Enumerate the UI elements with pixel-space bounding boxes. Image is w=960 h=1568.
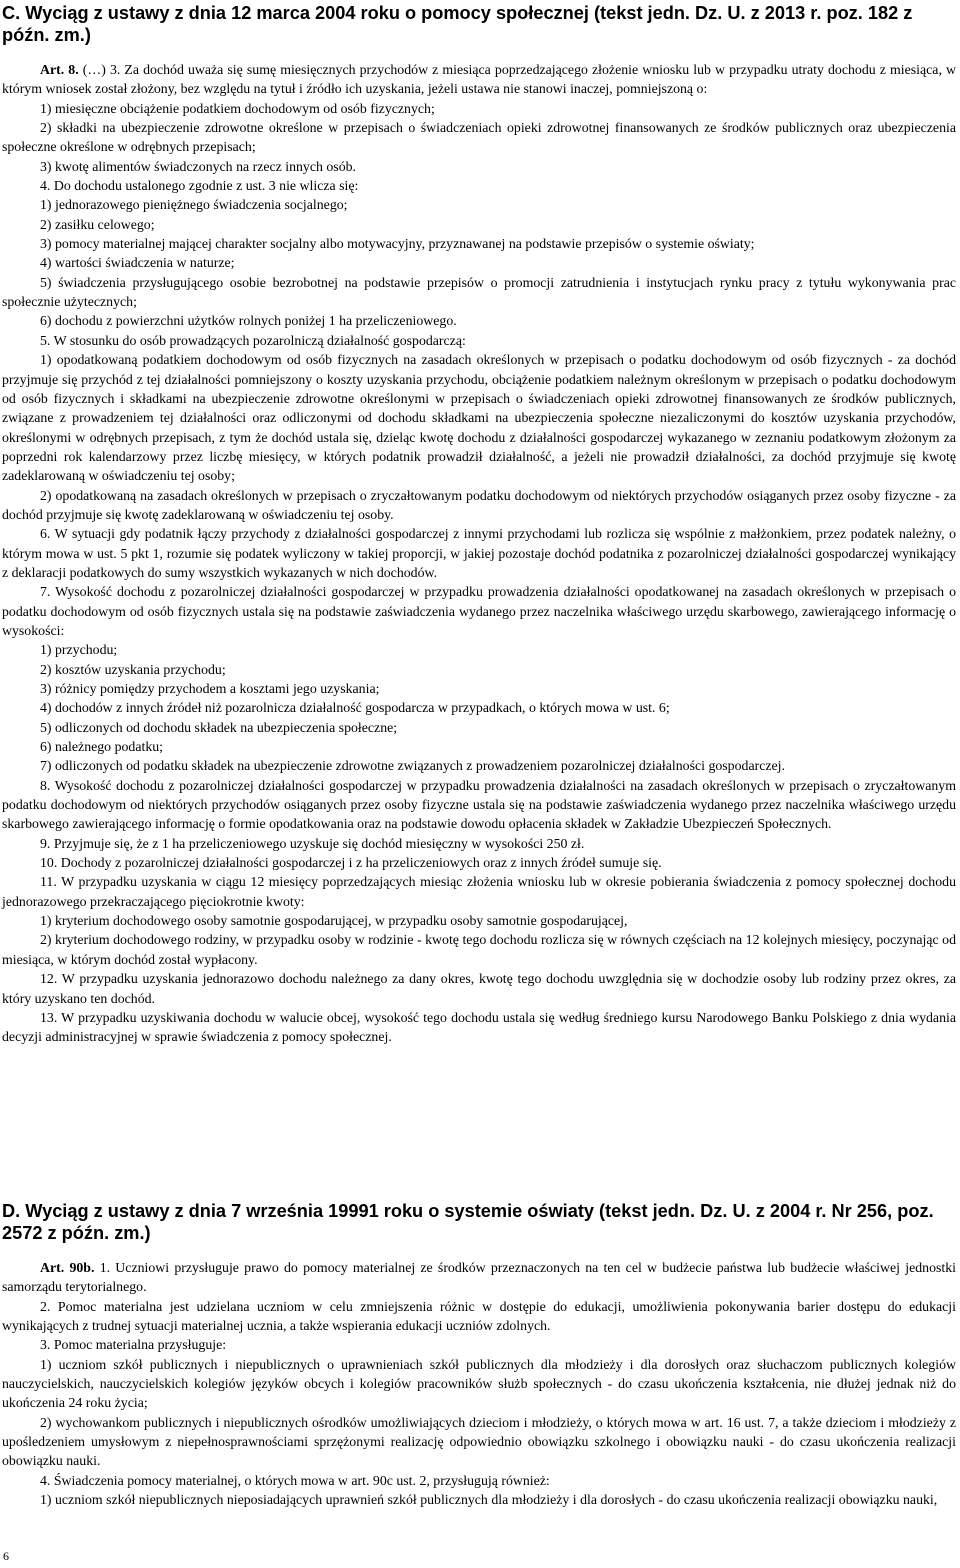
- paragraph: 8. Wysokość dochodu z pozarolniczej działalności gospodarczej w przypadku prowadzenia działalności na zasadach określonych w przepisach o zryczałtowanym podatku dochodowym od niektórych przychodów osiąganych przez osoby fizyczne ustala się na podstawie zaświadczenia wydanego przez naczelnika właściwego urzędu skarbowego zawierającego informację o formie opodatkowania oraz na podstawie dowodu opłacenia składek w Zakładzie Ubezpieczeń Społecznych.: [2, 777, 956, 832]
- paragraph: 2) kosztów uzyskania przychodu;: [40, 661, 226, 677]
- paragraph: 1) uczniom szkół publicznych i niepublicznych o uprawnieniach szkół publicznych dla młodzieży i dla dorosłych oraz słuchaczom publicznych kolegiów nauczycielskich, nauczycielskich kolegiów języków obcych i kolegiów pracowników służb społecznych - do czasu ukończenia kształcenia, nie dłużej jednak niż do ukończenia 24 roku życia;: [2, 1356, 956, 1411]
- paragraph: 2. Pomoc materialna jest udzielana uczniom w celu zmniejszenia różnic w dostępie do edukacji, umożliwienia pokonywania barier dostępu do edukacji wynikających z trudnej sytuacji materialnej ucznia, a także wspierania edukacji uczniów zdolnych.: [2, 1298, 956, 1334]
- paragraph: 11. W przypadku uzyskania w ciągu 12 miesięcy poprzedzających miesiąc złożenia wniosku lub w okresie pobierania świadczenia z pomocy społecznej dochodu jednorazowego przekraczającego pięciokrotnie kwoty:: [2, 874, 956, 909]
- page-number: 6: [3, 1549, 9, 1563]
- paragraph: 2) wychowankom publicznych i niepublicznych ośrodków umożliwiających dzieciom i młodzieży, o których mowa w art. 16 ust. 7, a także dzieciom i młodzieży z upośledzeniem umysłowym z niepełnosprawnościami sprzężonymi realizację odpowiednio obowiązku szkolnego i obowiązku nauki - do czasu ukończenia realizacji obowiązku nauki.: [2, 1414, 956, 1469]
- article-8-lead: [2, 60, 956, 99]
- paragraph: 6. W sytuacji gdy podatnik łączy przychody z działalności gospodarczej z innymi przychodami lub rozlicza się wspólnie z małżonkiem, przez podatek należny, o którym mowa w ust. 5 pkt 1, rozumie się podatek wyliczony w takiej proporcji, w jakiej pozostaje dochód podatnika z pozarolniczej działalności gospodarczej wynikający z deklaracji podatkowych do sumy wszystkich wykazanych w nich dochodów.: [2, 526, 956, 580]
- paragraph: 1) miesięczne obciążenie podatkiem dochodowym od osób fizycznych;: [40, 100, 435, 116]
- paragraph: 10. Dochody z pozarolniczej działalności gospodarczej i z ha przeliczeniowych oraz z innych źródeł sumuje się.: [40, 855, 662, 871]
- paragraph: 2) kryterium dochodowego rodziny, w przypadku osoby w rodzinie - kwotę tego dochodu rozlicza się w równych częściach na 12 kolejnych miesięcy, poczynając od miesiąca, w którym dochód został wypłacony.: [2, 932, 956, 967]
- paragraph: 2) składki na ubezpieczenie zdrowotne określone w przepisach o świadczeniach opieki zdrowotnej finansowanych ze środków publicznych oraz ubezpieczenia społeczne określone w odrębnych przepisach;: [2, 120, 956, 155]
- paragraph: 3. Pomoc materialna przysługuje:: [40, 1337, 227, 1353]
- paragraph: 2) zasiłku celowego;: [40, 216, 155, 232]
- section-c: [2, 2, 956, 1047]
- paragraph: 1) uczniom szkół niepublicznych nieposiadających uprawnień szkół publicznych dla młodzieży i dla dorosłych - do czasu ukończenia realizacji obowiązku nauki,: [40, 1492, 938, 1508]
- article-90b-label: Art. 90b.: [40, 1260, 100, 1275]
- article-90b-text: 1. Uczniowi przysługuje prawo do pomocy materialnej ze środków przeznaczonych na ten cel w budżecie państwa lub budżecie właściwej jednostki samorządu terytorialnego.: [2, 1260, 956, 1295]
- paragraph: 4) wartości świadczenia w naturze;: [40, 255, 235, 271]
- paragraph: 4. Świadczenia pomocy materialnej, o których mowa w art. 90c ust. 2, przysługują również:: [40, 1472, 550, 1488]
- paragraph: 9. Przyjmuje się, że z 1 ha przeliczeniowego uzyskuje się dochód miesięczny w wysokości 250 zł.: [40, 835, 585, 851]
- paragraph: 4. Do dochodu ustalonego zgodnie z ust. 3 nie wlicza się:: [40, 178, 359, 194]
- section-c-heading: C. Wyciąg z ustawy z dnia 12 marca 2004 roku o pomocy społecznej (tekst jedn. Dz. U. z 2013 r. poz. 182 z późn. zm.): [2, 3, 913, 45]
- article-8-label: Art. 8.: [40, 62, 83, 77]
- paragraph: 1) opodatkowaną podatkiem dochodowym od osób fizycznych na zasadach określonych w przepisach o podatku dochodowym od osób fizycznych - za dochód przyjmuje się przychód z tej działalności pomniejszony o koszty uzyskania przychodu, obciążenie podatkiem należnym określonym w przepisach o podatku dochodowym od osób fizycznych i składkami na ubezpieczenie zdrowotne określonymi w przepisach o świadczeniach opieki zdrowotnej finansowanych ze środków publicznych, związane z prowadzeniem tej działalności oraz odliczonymi od dochodu składkami na ubezpieczenia społeczne niezaliczonymi do kosztów uzyskania przychodów, określonymi w odrębnych przepisach, z tym że dochód ustala się, dzieląc kwotę dochodu z działalności gospodarczej wykazanego w zeznaniu podatkowym złożonym za poprzedni rok kalendarzowy przez liczbę miesięcy, w których podatnik prowadził działalność, a jeżeli nie prowadził działalności, za dochód przyjmuje się kwotę zadeklarowaną w oświadczeniu tej osoby;: [2, 352, 956, 484]
- section-c-body: [2, 60, 956, 1047]
- paragraph: 13. W przypadku uzyskiwania dochodu w walucie obcej, wysokość tego dochodu ustala się według średniego kursu Narodowego Banku Polskiego z dnia wydania decyzji administracyjnej w sprawie świadczenia z pomocy społecznej.: [2, 1009, 956, 1045]
- paragraph: 1) przychodu;: [40, 642, 118, 658]
- paragraph: 7. Wysokość dochodu z pozarolniczej działalności gospodarczej w przypadku prowadzenia działalności opodatkowanej na zasadach określonych w przepisach o podatku dochodowym od osób fizycznych ustala się na podstawie zaświadczenia wydanego przez naczelnika właściwego urzędu skarbowego, zawierającego informację o wysokości:: [2, 584, 956, 638]
- paragraph: 12. W przypadku uzyskania jednorazowo dochodu należnego za dany okres, kwotę tego dochodu uwzględnia się w dochodzie osoby lub rodziny przez okres, za który uzyskano ten dochód.: [2, 971, 956, 1006]
- paragraph: 3) kwotę alimentów świadczonych na rzecz innych osób.: [40, 158, 356, 174]
- section-d-body: [2, 1258, 956, 1509]
- section-d: [2, 1200, 956, 1509]
- paragraph: 2) opodatkowaną na zasadach określonych w przepisach o zryczałtowanym podatku dochodowym od niektórych przychodów osiąganych przez osoby fizyczne - za dochód przyjmuje się kwotę zadeklarowaną w oświadczeniu tej osoby.: [2, 487, 956, 522]
- paragraph: 3) różnicy pomiędzy przychodem a kosztami jego uzyskania;: [40, 681, 380, 696]
- paragraph: 4) dochodów z innych źródeł niż pozarolnicza działalność gospodarcza w przypadkach, o których mowa w ust. 6;: [40, 700, 670, 716]
- article-8-text: (…) 3. Za dochód uważa się sumę miesięcznych przychodów z miesiąca poprzedzającego złożenie wniosku lub w przypadku utraty dochodu z miesiąca, w którym wniosek został złożony, bez względu na tytuł i źródło ich uzyskania, jeżeli ustawa nie stanowi inaczej, pomniejszoną o:: [2, 62, 956, 97]
- section-d-heading: D. Wyciąg z ustawy z dnia 7 września 19991 roku o systemie oświaty (tekst jedn. Dz. U. z 2004 r. Nr 256, poz. 2572 z późn. zm.): [2, 1201, 934, 1243]
- paragraph: 5) świadczenia przysługującego osobie bezrobotnej na podstawie przepisów o promocji zatrudnienia i instytucjach rynku pracy z tytułu wykonywania prac społecznie użytecznych;: [2, 274, 956, 310]
- article-90b-lead: [2, 1258, 956, 1297]
- paragraph: 1) kryterium dochodowego osoby samotnie gospodarującej, w przypadku osoby samotnie gospodarującej,: [40, 913, 628, 929]
- paragraph: 1) jednorazowego pieniężnego świadczenia socjalnego;: [40, 197, 348, 213]
- paragraph: 5) odliczonych od dochodu składek na ubezpieczenia społeczne;: [40, 719, 398, 735]
- paragraph: 7) odliczonych od podatku składek na ubezpieczenie zdrowotne związanych z prowadzeniem pozarolniczej działalności gospodarczej.: [40, 758, 785, 774]
- paragraph: 6) dochodu z powierzchni użytków rolnych poniżej 1 ha przeliczeniowego.: [40, 313, 457, 329]
- paragraph: 6) należnego podatku;: [40, 739, 164, 755]
- paragraph: 3) pomocy materialnej mającej charakter socjalny albo motywacyjny, przyznawanej na podstawie przepisów o systemie oświaty;: [40, 236, 755, 252]
- paragraph: 5. W stosunku do osób prowadzących pozarolniczą działalność gospodarczą:: [40, 332, 466, 348]
